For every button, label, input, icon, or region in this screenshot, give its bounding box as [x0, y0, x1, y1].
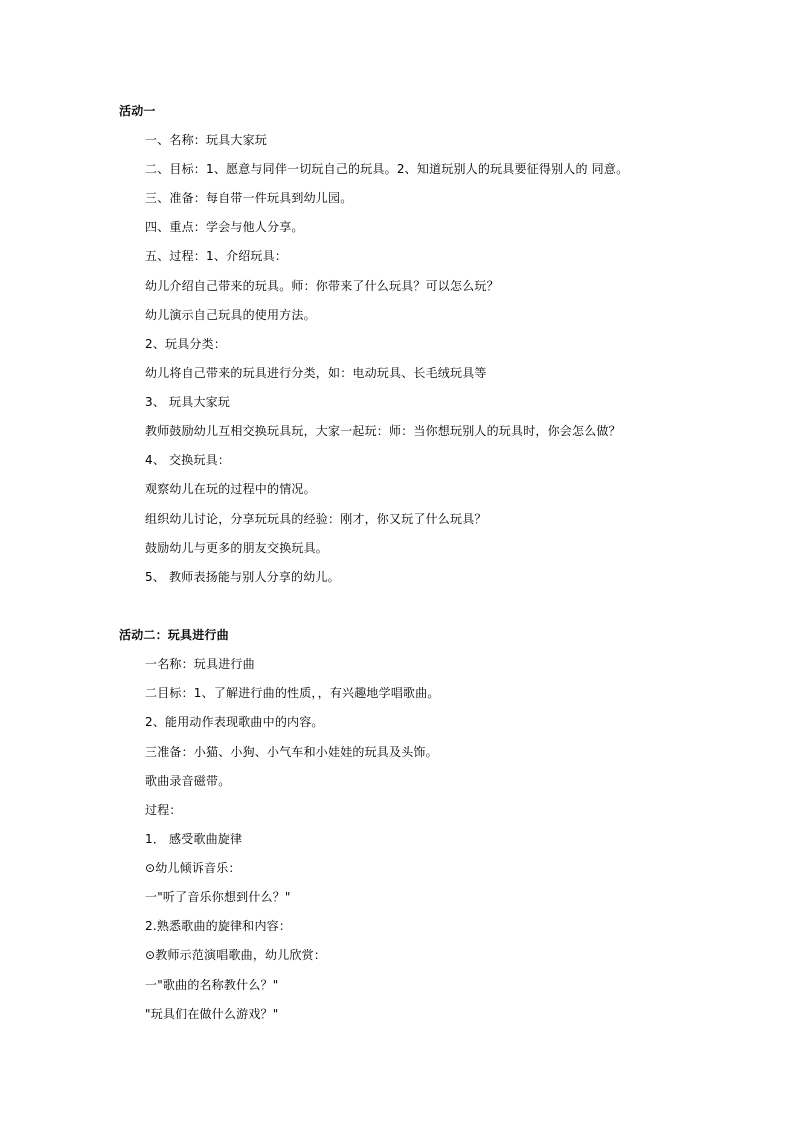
activity1-line: 4、 交换玩具： [145, 453, 231, 467]
activity2-line: 1． 感受歌曲旋律 [145, 832, 243, 846]
activity1-line: 观察幼儿在玩的过程中的情况。 [145, 482, 316, 496]
activity2-line: 三准备：小猫、小狗、小气车和小娃娃的玩具及头饰。 [145, 745, 438, 759]
activity1-line: 组织幼儿讨论，分享玩玩具的经验：刚才，你又玩了什么玩具？ [145, 512, 487, 526]
activity2-line: 一"听了音乐你想到什么？" [145, 890, 291, 904]
activity1-line: 四、重点：学会与他人分享。 [145, 220, 304, 234]
activity1-line: 一、名称：玩具大家玩 [145, 133, 268, 147]
activity1-line: 2、玩具分类： [145, 337, 227, 351]
activity2-line: "玩具们在做什么游戏？" [145, 1007, 279, 1021]
activity1-line: 五、过程：1、介绍玩具： [145, 249, 288, 263]
activity1-line: 教师鼓励幼儿互相交换玩具玩，大家一起玩：师：当你想玩别人的玩具时，你会怎么做？ [145, 424, 621, 438]
activity1-line: 5、 教师表扬能与别人分享的幼儿。 [145, 570, 340, 584]
activity2-line: 一"歌曲的名称教什么？" [145, 978, 279, 992]
activity2-line: 2、能用动作表现歌曲中的内容。 [145, 715, 324, 729]
activity1-line: 三、准备：每自带一件玩具到幼儿园。 [145, 191, 353, 205]
activity2-line: ⊙幼儿倾诉音乐： [145, 861, 241, 875]
activity1-line: 二、目标：1、愿意与同伴一切玩自己的玩具。2、知道玩别人的玩具要征得别人的 同意。 [145, 162, 629, 176]
activity1-line: 幼儿演示自己玩具的使用方法。 [145, 308, 316, 322]
activity2-line: 歌曲录音磁带。 [145, 774, 231, 788]
activity2-line: 2.熟悉歌曲的旋律和内容： [145, 919, 292, 933]
activity1-line: 3、 玩具大家玩 [145, 395, 231, 409]
activity2-line: 二目标：1、了解进行曲的性质，，有兴趣地学唱歌曲。 [145, 686, 440, 700]
activity1-line: 幼儿介绍自己带来的玩具。师：你带来了什么玩具？可以怎么玩？ [145, 279, 499, 293]
activity1-line: 鼓励幼儿与更多的朋友交换玩具。 [145, 541, 329, 555]
activity2-line: ⊙教师示范演唱歌曲，幼儿欣赏： [145, 948, 327, 962]
activity2-title: 活动二：玩具进行曲 [119, 628, 229, 642]
activity1-title: 活动一 [119, 104, 156, 118]
activity1-line: 幼儿将自己带来的玩具进行分类，如：电动玩具、长毛绒玩具等 [145, 366, 487, 380]
activity2-line: 一名称：玩具进行曲 [145, 657, 255, 671]
activity2-line: 过程： [145, 803, 182, 817]
